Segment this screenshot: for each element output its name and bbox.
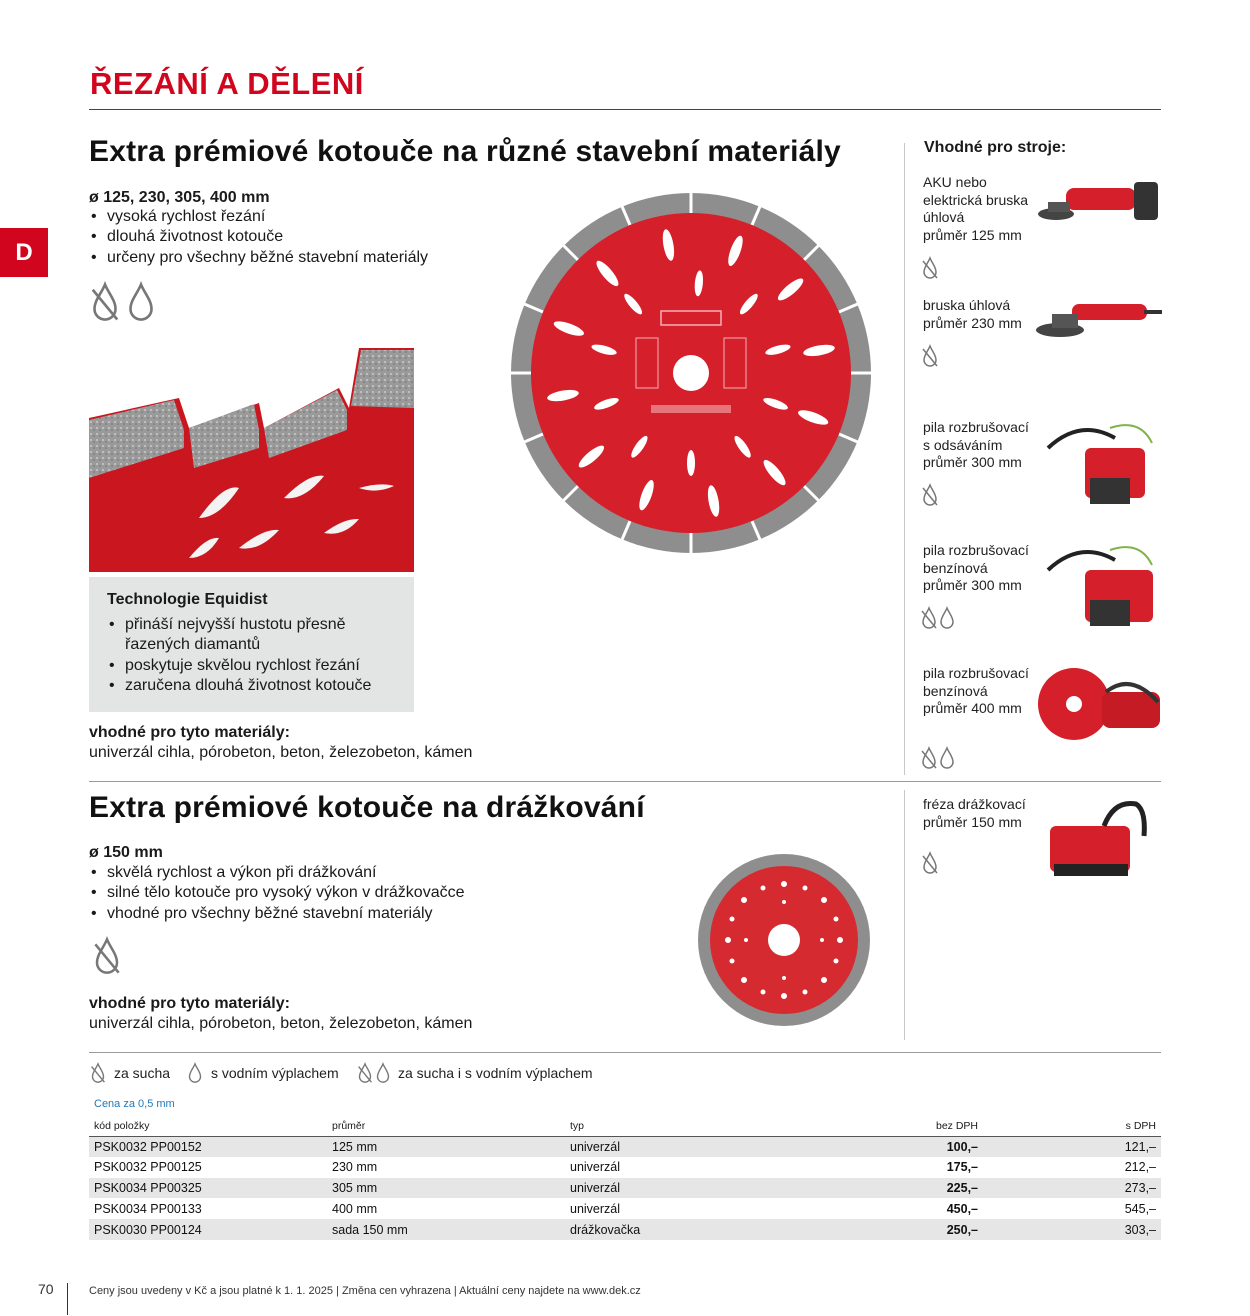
list-item: • vysoká rychlost řezání <box>89 207 428 227</box>
table-row: PSK0032 PP00152 125 mm univerzál 100,– 121,– <box>89 1136 1161 1157</box>
petrol-cut-off-saw-400-image <box>1036 662 1162 746</box>
block1-bullets <box>89 207 428 268</box>
dry-cut-icon <box>89 1062 107 1084</box>
wet-cut-icon <box>938 606 956 630</box>
block2-bullets <box>89 863 465 924</box>
dry-cut-icon <box>89 281 121 323</box>
table-header-row <box>89 1118 1161 1136</box>
wet-cut-icon <box>125 281 157 323</box>
machine-4-label: pila rozbrušovací benzínová průměr 300 mm <box>923 542 1029 593</box>
list-item: • poskytuje skvělou rychlost řezání <box>107 656 396 676</box>
legend-wet: s vodním výplachem <box>186 1062 339 1084</box>
block1-materials-text: univerzál cihla, pórobeton, beton, železobeton, kámen <box>89 744 473 761</box>
wet-cut-icon <box>186 1062 204 1084</box>
diamond-disc-image <box>508 190 874 556</box>
disc-closeup-image <box>89 348 414 572</box>
block2-diameters: ø 150 mm <box>89 844 163 861</box>
usage-icons <box>920 746 956 775</box>
section-title: ŘEZÁNÍ A DĚLENÍ <box>90 66 364 101</box>
table-row: PSK0030 PP00124 sada 150 mm drážkovačka 250,– 303,– <box>89 1219 1161 1240</box>
block2-materials-heading: vhodné pro tyto materiály: <box>89 995 290 1012</box>
price-caption: Cena za 0,5 mm <box>94 1098 175 1110</box>
table-row: PSK0032 PP00125 230 mm univerzál 175,– 212,– <box>94 1160 1156 1175</box>
machine-3-label: pila rozbrušovací s odsáváním průměr 300 mm <box>923 419 1029 470</box>
table-row: PSK0034 PP00325 305 mm univerzál 225,– 273,– <box>89 1178 1161 1199</box>
page-number: 70 <box>38 1281 54 1297</box>
list-item: • vhodné pro všechny běžné stavební materiály <box>89 904 465 924</box>
block2-title: Extra prémiové kotouče na drážkování <box>89 791 645 824</box>
cut-off-saw-dust-image <box>1040 418 1160 510</box>
machine-5-label: pila rozbrušovací benzínová průměr 400 mm <box>923 665 1029 716</box>
machines-heading: Vhodné pro stroje: <box>924 139 1067 156</box>
block1-usage-icons <box>89 281 157 328</box>
list-item: • určeny pro všechny běžné stavební materiály <box>89 248 428 268</box>
list-item: • silné tělo kotouče pro vysoký výkon v drážkovačce <box>89 883 465 903</box>
column-divider <box>904 790 905 1040</box>
dry-cut-icon <box>920 851 940 875</box>
technology-box <box>89 577 414 712</box>
wet-cut-icon <box>374 1062 392 1084</box>
list-item: • dlouhá životnost kotouče <box>89 227 428 247</box>
petrol-cut-off-saw-image <box>1040 540 1160 632</box>
dry-cut-icon <box>920 606 938 630</box>
dry-cut-icon <box>920 746 938 770</box>
dry-cut-icon <box>920 483 940 507</box>
chapter-tab[interactable]: D <box>0 228 48 277</box>
technology-bullets <box>107 615 396 696</box>
col-header-type: typ <box>565 1118 825 1136</box>
grooving-disc-image <box>692 852 876 1028</box>
block2-materials-text: univerzál cihla, pórobeton, beton, železobeton, kámen <box>89 1015 473 1032</box>
dry-cut-icon <box>920 344 940 368</box>
angle-grinder-image <box>1032 296 1162 346</box>
section-divider <box>89 781 1161 782</box>
dry-cut-icon <box>356 1062 374 1084</box>
machine-6-label: fréza drážkovací průměr 150 mm <box>923 796 1026 830</box>
col-header-diameter: průměr <box>327 1118 565 1136</box>
block1-title: Extra prémiové kotouče na různé stavební materiály <box>89 135 841 168</box>
block1-materials-heading: vhodné pro tyto materiály: <box>89 724 290 741</box>
legend-both: za sucha i s vodním výplachem <box>356 1062 593 1084</box>
list-item: • přináší nejvyšší hustotu přesně řazených diamantů <box>107 615 396 656</box>
price-table <box>89 1118 1161 1240</box>
usage-icons <box>920 606 956 635</box>
cordless-grinder-image <box>1036 174 1162 240</box>
legend-dry: za sucha <box>89 1062 170 1084</box>
list-item: • skvělá rychlost a výkon při drážkování <box>89 863 465 883</box>
list-item: • zaručena dlouhá životnost kotouče <box>107 676 396 696</box>
dry-cut-icon <box>89 936 125 976</box>
legend-divider <box>89 1052 1161 1053</box>
machine-1-label: AKU nebo elektrická bruska úhlová průměr 125 mm <box>923 174 1029 243</box>
footer-divider <box>67 1283 68 1315</box>
footer-note: Ceny jsou uvedeny v Kč a jsou platné k 1. 1. 2025 | Změna cen vyhrazena | Aktuální ceny najdete na www.dek.cz <box>89 1285 641 1297</box>
table-row: PSK0034 PP00133 400 mm univerzál 450,– 545,– <box>94 1201 1156 1216</box>
dry-cut-icon <box>920 256 940 280</box>
col-header-code: kód položky <box>89 1118 327 1136</box>
column-divider <box>904 143 905 775</box>
col-header-price-net: bez DPH <box>825 1118 983 1136</box>
wet-cut-icon <box>938 746 956 770</box>
machine-2-label: bruska úhlová průměr 230 mm <box>923 297 1022 331</box>
block1-diameters: ø 125, 230, 305, 400 mm <box>89 189 270 206</box>
col-header-price-gross: s DPH <box>983 1118 1161 1136</box>
technology-title: Technologie Equidist <box>107 591 268 608</box>
section-title-underline <box>89 109 1161 110</box>
wall-chaser-image <box>1044 796 1150 882</box>
